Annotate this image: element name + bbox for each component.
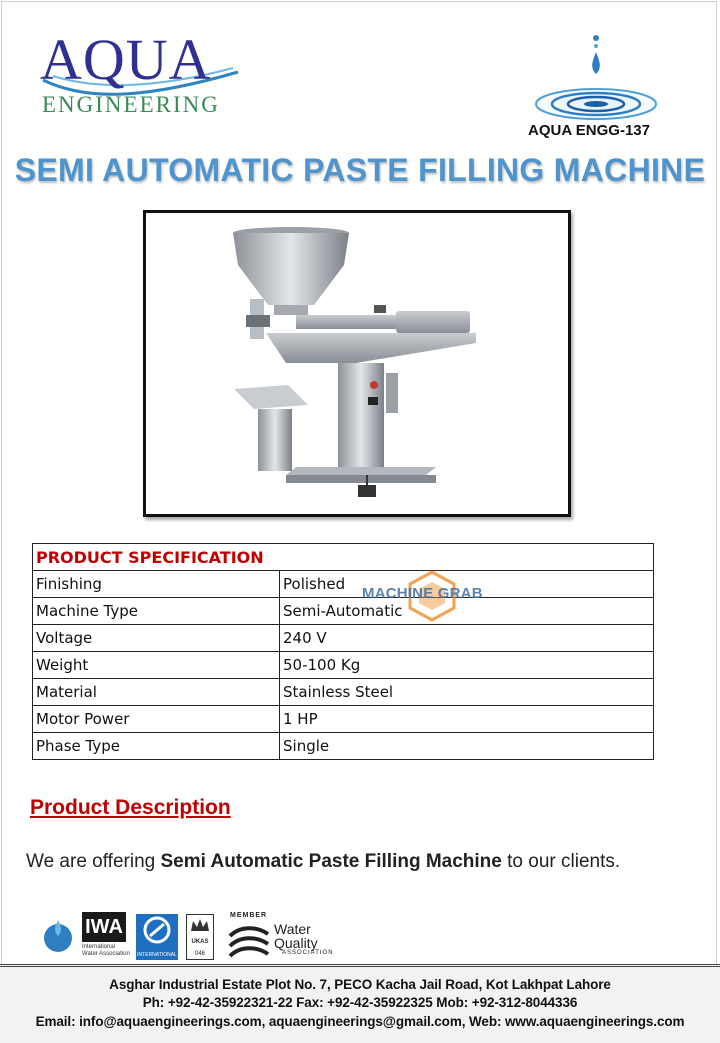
spec-value: 1 HP	[280, 706, 654, 733]
spec-label: Material	[33, 679, 280, 706]
iwa-line2: Water Association	[82, 951, 130, 957]
watermark	[362, 570, 512, 622]
table-row	[33, 652, 654, 679]
logo-wordmark: AQUA	[40, 27, 212, 92]
description-heading: Product Description	[30, 796, 231, 819]
spec-value: Stainless Steel	[280, 679, 654, 706]
member-text: MEMBER	[230, 912, 268, 919]
description-lead: We are offering	[26, 851, 161, 872]
spec-value: 50-100 Kg	[280, 652, 654, 679]
qa-logo-icon	[136, 914, 178, 950]
spec-label: Weight	[33, 652, 280, 679]
ukas-badge	[186, 914, 214, 960]
table-row	[33, 679, 654, 706]
footer-address: Asghar Industrial Estate Plot No. 7, PECO Kacha Jail Road, Kot Lakhpat Lahore	[109, 977, 611, 992]
iwa-logo: IWA	[82, 912, 126, 942]
water-quality-badge	[226, 912, 336, 962]
paste-filling-machine-icon	[146, 213, 568, 514]
logo-subtitle: ENGINEERING	[42, 92, 220, 117]
spec-label: Finishing	[33, 571, 280, 598]
water-word: Water	[274, 921, 311, 937]
ukas-number: 046	[194, 951, 205, 957]
iwa-line1: International	[82, 944, 116, 950]
qa-text: INTERNATIONAL	[137, 952, 177, 958]
certification-badges	[40, 912, 340, 964]
table-row	[33, 598, 654, 625]
footer	[0, 964, 720, 1043]
spec-value: 240 V	[280, 625, 654, 652]
description-text	[26, 851, 620, 873]
ukas-text: UKAS	[191, 939, 209, 945]
page-title: SEMI AUTOMATIC PASTE FILLING MACHINE	[14, 152, 706, 188]
spec-heading: PRODUCT SPECIFICATION	[33, 544, 654, 571]
water-drop-icon	[528, 30, 668, 125]
water-quality-text	[274, 922, 318, 950]
spec-value: Semi-Automatic	[280, 598, 654, 625]
qa-badge	[136, 914, 178, 960]
quality-word: Quality	[274, 935, 318, 951]
footer-contact: Email: info@aquaengineerings.com, aquaengineerings@gmail.com, Web: www.aquaengineerings.com	[35, 1014, 685, 1029]
spec-heading-row	[33, 544, 654, 571]
footer-phones: Ph: +92-42-35922321-22 Fax: +92-42-35922325 Mob: +92-312-8044336	[142, 995, 578, 1010]
water-quality-swirl-icon	[226, 922, 272, 962]
description-tail: to our clients.	[501, 851, 621, 872]
watermark-text: MACHINE GRAB	[362, 585, 483, 602]
spec-label: Machine Type	[33, 598, 280, 625]
spec-label: Voltage	[33, 625, 280, 652]
spec-value: Single	[280, 733, 654, 760]
description-product: Semi Automatic Paste Filling Machine	[160, 851, 502, 872]
company-logo	[38, 28, 248, 128]
table-row	[33, 625, 654, 652]
product-photo	[143, 210, 571, 517]
spec-label: Phase Type	[33, 733, 280, 760]
iwa-badge	[82, 912, 128, 960]
spec-value: Polished	[280, 571, 654, 598]
spec-label: Motor Power	[33, 706, 280, 733]
association-text: ASSOCIATION	[282, 950, 334, 956]
product-code: AQUA ENGG-137	[528, 122, 650, 139]
table-row	[33, 733, 654, 760]
world-water-council-icon	[40, 916, 76, 960]
spec-table	[32, 543, 654, 760]
crown-icon	[187, 915, 213, 935]
table-row	[33, 706, 654, 733]
table-row	[33, 571, 654, 598]
